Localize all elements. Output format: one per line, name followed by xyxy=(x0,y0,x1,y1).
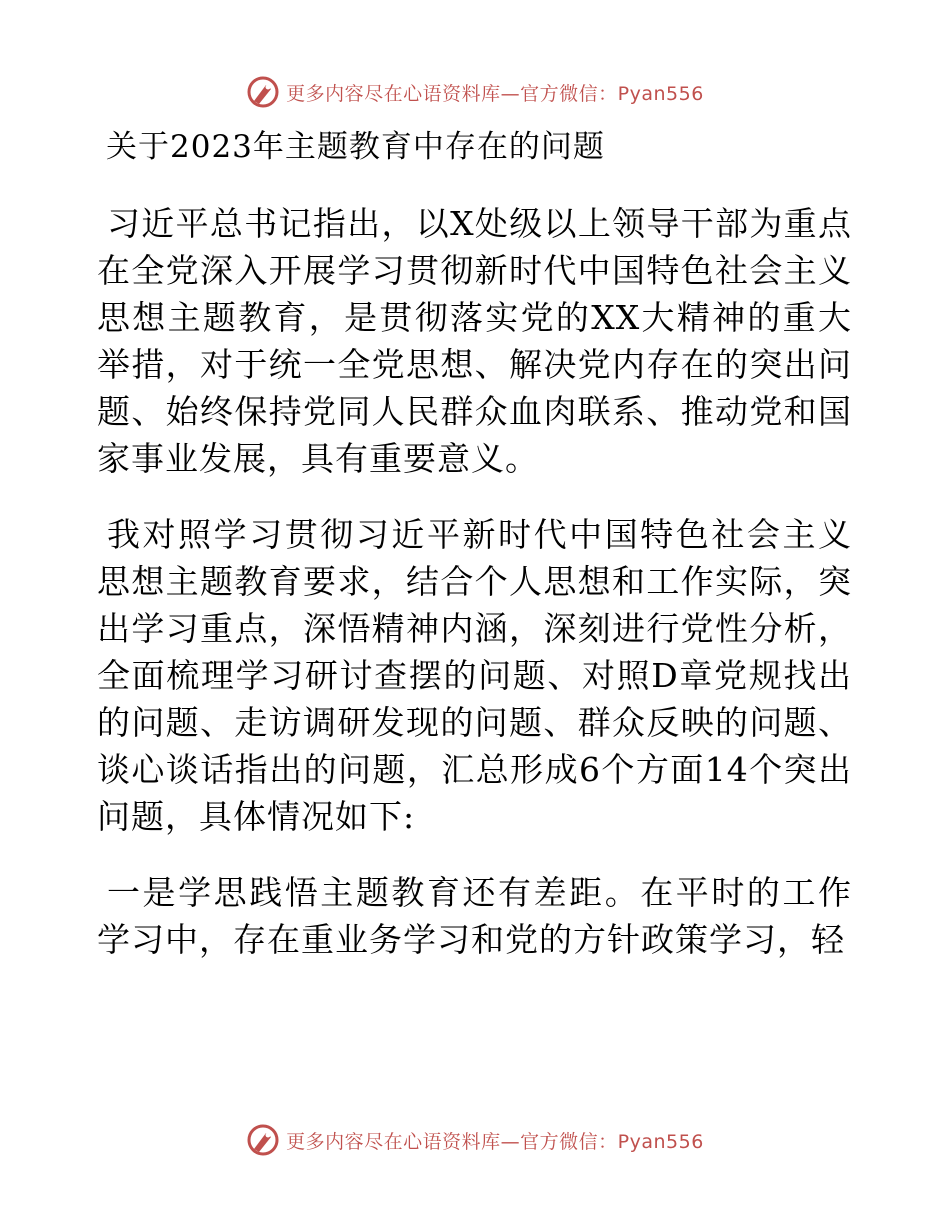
paragraph-3: 一是学思践悟主题教育还有差距。在平时的工作学习中，存在重业务学习和党的方针政策学习，轻 xyxy=(97,873,852,959)
document-title: 关于2023年主题教育中存在的问题 xyxy=(106,129,605,165)
pen-logo-icon xyxy=(246,1123,280,1157)
paragraph-1: 习近平总书记指出，以X处级以上领导干部为重点在全党深入开展学习贯彻新时代中国特色社会主义思想主题教育，是贯彻落实党的XX大精神的重大举措，对于统一全党思想、解决党内存在的突出问题、始终保持党同人民群众血肉联系、推动党和国家事业发展，具有重要意义。 xyxy=(97,204,852,478)
header-watermark-banner xyxy=(0,72,950,112)
paragraph-2: 我对照学习贯彻习近平新时代中国特色社会主义思想主题教育要求，结合个人思想和工作实际，突出学习重点，深悟精神内涵，深刻进行党性分析，全面梳理学习研讨查摆的问题、对照D章党规找出的问题、走访调研发现的问题、群众反映的问题、谈心谈话指出的问题，汇总形成6个方面14个突出问题，具体情况如下: xyxy=(97,515,852,836)
footer-watermark-banner xyxy=(0,1120,950,1160)
document-body xyxy=(97,124,852,963)
watermark-text: 更多内容尽在心语资料库—官方微信：Pyan556 xyxy=(286,1130,704,1153)
watermark-text: 更多内容尽在心语资料库—官方微信：Pyan556 xyxy=(286,82,704,105)
pen-logo-icon xyxy=(246,75,280,109)
